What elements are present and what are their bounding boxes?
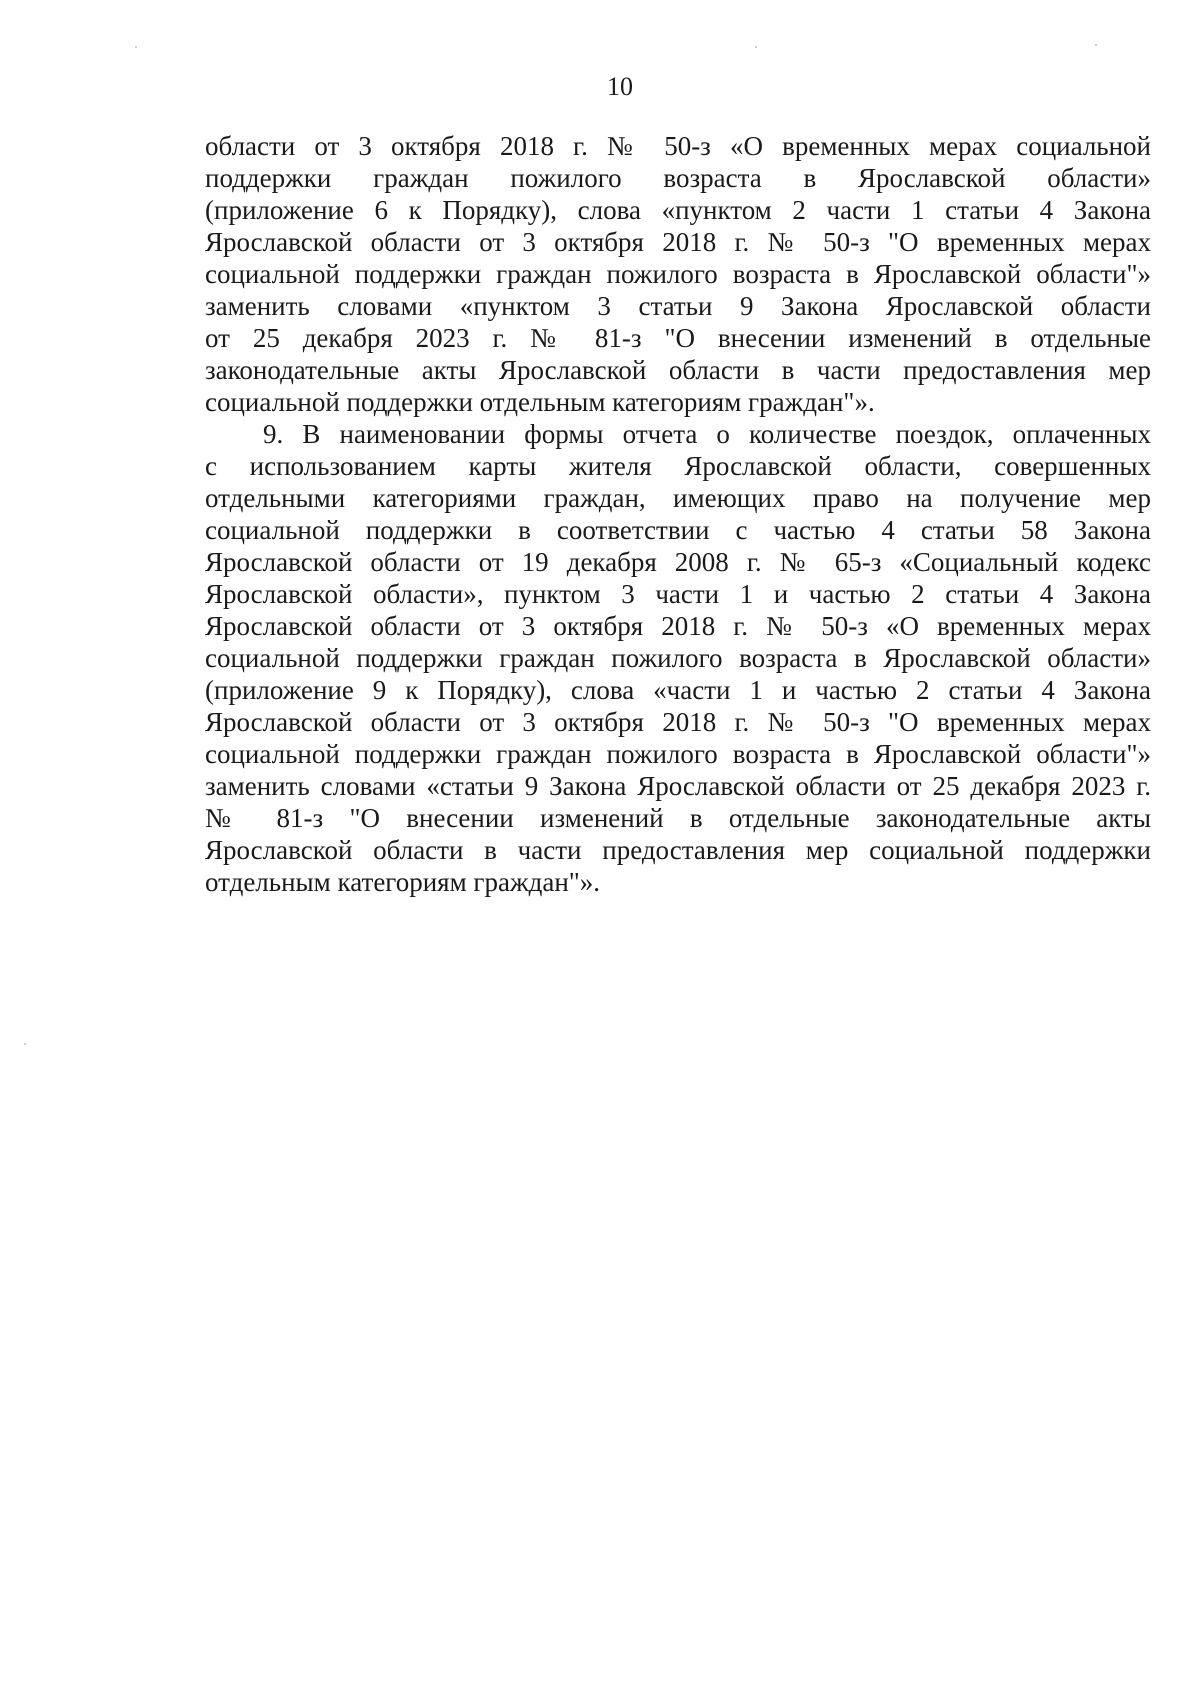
scan-speck — [135, 46, 137, 48]
text-line: социальной поддержки граждан пожилого возраста в Ярославской области» — [205, 643, 1151, 673]
text-line: заменить словами «статьи 9 Закона Ярославской области от 25 декабря 2023 г. — [205, 771, 1151, 801]
text-line: заменить словами «пунктом 3 статьи 9 Закона Ярославской области — [205, 291, 1151, 321]
text-line: Ярославской области», пунктом 3 части 1 и частью 2 статьи 4 Закона — [205, 579, 1151, 609]
text-line: поддержки граждан пожилого возраста в Ярославской области» — [205, 163, 1151, 193]
text-line: отдельными категориями граждан, имеющих право на получение мер — [205, 483, 1151, 513]
text-line: социальной поддержки в соответствии с частью 4 статьи 58 Закона — [205, 515, 1151, 545]
text-line: социальной поддержки отдельным категориям граждан"». — [205, 387, 875, 417]
paragraph-1 — [205, 130, 1151, 418]
scan-speck — [1095, 44, 1097, 46]
text-line: социальной поддержки граждан пожилого возраста в Ярославской области"» — [205, 259, 1151, 289]
page-number: 10 — [607, 72, 633, 101]
text-line: Ярославской области от 3 октября 2018 г. № 50-з "О временных мерах — [205, 227, 1151, 257]
scan-speck — [755, 46, 757, 48]
text-line: № 81-з "О внесении изменений в отдельные законодательные акты — [205, 803, 1151, 833]
text-line: с использованием карты жителя Ярославской области, совершенных — [205, 451, 1151, 481]
text-line: законодательные акты Ярославской области в части предоставления мер — [205, 355, 1151, 385]
text-line: отдельным категориям граждан"». — [205, 867, 601, 897]
text-line: социальной поддержки граждан пожилого возраста в Ярославской области"» — [205, 739, 1151, 769]
text-line: (приложение 9 к Порядку), слова «части 1 и частью 2 статьи 4 Закона — [205, 675, 1151, 705]
text-line: Ярославской области от 3 октября 2018 г. № 50-з «О временных мерах — [205, 611, 1151, 641]
scan-speck — [24, 1043, 26, 1045]
text-line: области от 3 октября 2018 г. № 50-з «О временных мерах социальной — [205, 131, 1151, 161]
document-body — [205, 130, 1151, 898]
text-line: Ярославской области в части предоставления мер социальной поддержки — [205, 835, 1151, 865]
text-line: 9. В наименовании формы отчета о количестве поездок, оплаченных — [263, 419, 1151, 449]
text-line: от 25 декабря 2023 г. № 81-з "О внесении изменений в отдельные — [205, 323, 1151, 353]
text-line: Ярославской области от 19 декабря 2008 г. № 65-з «Социальный кодекс — [205, 547, 1151, 577]
text-line: (приложение 6 к Порядку), слова «пунктом 2 части 1 статьи 4 Закона — [205, 195, 1151, 225]
paragraph-9 — [205, 418, 1151, 898]
text-line: Ярославской области от 3 октября 2018 г. № 50-з "О временных мерах — [205, 707, 1151, 737]
